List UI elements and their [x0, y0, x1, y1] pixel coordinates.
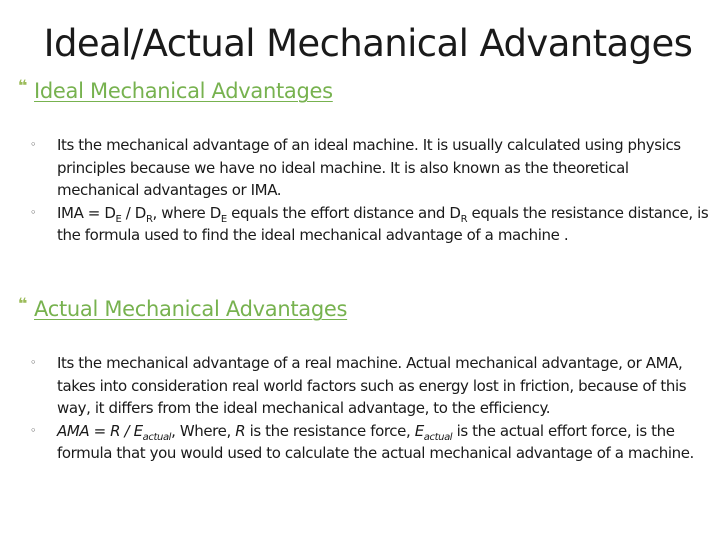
list-item: [18, 352, 712, 420]
ideal-list: [18, 134, 712, 247]
slide-title: Ideal/Actual Mechanical Advantages: [43, 22, 693, 65]
quote-bullet-icon: ❝: [18, 294, 28, 313]
list-item: [18, 202, 712, 247]
section-ideal: [18, 76, 712, 247]
ima-formula-text: IMA = $D_E / D_R$, where $D_E$ equals the effort distance and $D_R$ equals the resistance distance, is the formula used to find the ideal mechanical advantage of a machine .: [57, 203, 709, 244]
circle-bullet-icon: ◦: [30, 205, 37, 219]
ama-formula-text: AMA = R / $E_{actual}$, Where, R is the resistance force, $E_{actual}$ is the actual effort force, is the formula that you would used to calculate the actual mechanical advantage of a machine.: [57, 421, 694, 462]
circle-bullet-icon: ◦: [30, 423, 37, 437]
section-heading-row: [18, 294, 712, 324]
circle-bullet-icon: ◦: [30, 138, 37, 151]
list-item: [18, 134, 712, 202]
section-heading-row: [18, 76, 712, 106]
item-text: Its the mechanical advantage of an ideal machine. It is usually calculated using physics principles because we have no ideal machine. It is also known as the theoretical mechanical advantages or IMA.: [57, 136, 681, 199]
circle-bullet-icon: ◦: [30, 356, 37, 369]
quote-bullet-icon: ❝: [18, 76, 28, 95]
list-item: [18, 420, 712, 465]
section-heading-ideal: Ideal Mechanical Advantages: [34, 79, 333, 103]
section-actual: [18, 294, 712, 465]
section-heading-actual: Actual Mechanical Advantages: [34, 297, 348, 321]
item-text: Its the mechanical advantage of a real machine. Actual mechanical advantage, or AMA, takes into consideration real world factors such as energy lost in friction, because of this way, it differs from the ideal mechanical advantage, to the efficiency.: [57, 354, 687, 417]
actual-list: [18, 352, 712, 465]
